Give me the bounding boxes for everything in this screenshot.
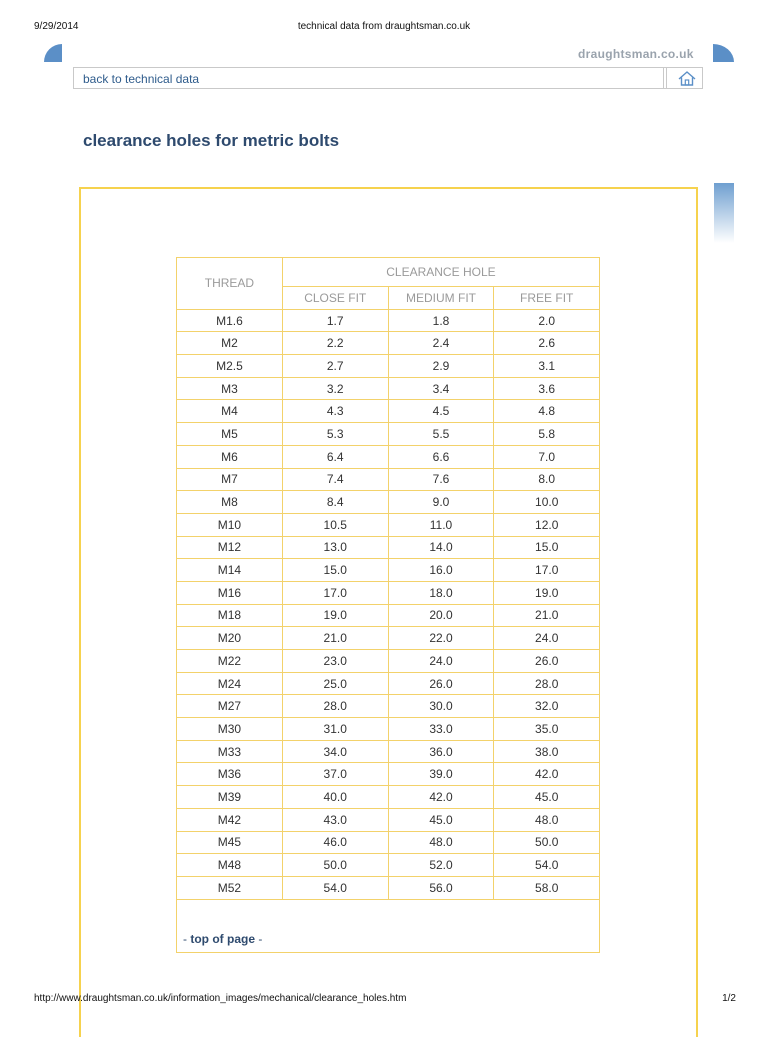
table-row — [177, 831, 600, 854]
thread-cell: M36 — [177, 763, 283, 786]
clearance-cell: 10.5 — [282, 513, 388, 536]
clearance-cell: 50.0 — [282, 854, 388, 877]
clearance-cell: 28.0 — [282, 695, 388, 718]
table-row — [177, 536, 600, 559]
clearance-cell: 2.7 — [282, 355, 388, 378]
thread-cell: M1.6 — [177, 309, 283, 332]
print-title: technical data from draughtsman.co.uk — [297, 21, 471, 32]
clearance-cell: 7.0 — [494, 445, 600, 468]
thread-cell: M10 — [177, 513, 283, 536]
clearance-cell: 5.3 — [282, 423, 388, 446]
clearance-cell: 8.0 — [494, 468, 600, 491]
corner-right-decoration — [713, 44, 734, 62]
thread-cell: M18 — [177, 604, 283, 627]
clearance-cell: 1.7 — [282, 309, 388, 332]
clearance-cell: 30.0 — [388, 695, 494, 718]
clearance-hole-header: CLEARANCE HOLE — [282, 258, 599, 287]
table-row — [177, 581, 600, 604]
nav-divider — [663, 68, 664, 88]
clearance-cell: 21.0 — [494, 604, 600, 627]
table-row — [177, 445, 600, 468]
table-row — [177, 468, 600, 491]
clearance-cell: 4.5 — [388, 400, 494, 423]
thread-cell: M27 — [177, 695, 283, 718]
table-row — [177, 763, 600, 786]
clearance-cell: 33.0 — [388, 718, 494, 741]
print-page-number: 1/2 — [722, 993, 736, 1004]
thread-cell: M14 — [177, 559, 283, 582]
print-date: 9/29/2014 — [34, 21, 79, 32]
thread-cell: M8 — [177, 491, 283, 514]
clearance-cell: 28.0 — [494, 672, 600, 695]
clearance-cell: 26.0 — [494, 650, 600, 673]
clearance-cell: 12.0 — [494, 513, 600, 536]
clearance-cell: 3.4 — [388, 377, 494, 400]
clearance-cell: 6.4 — [282, 445, 388, 468]
clearance-cell: 11.0 — [388, 513, 494, 536]
brand-logo: draughtsman.co.uk — [578, 47, 694, 61]
clearance-cell: 43.0 — [282, 808, 388, 831]
thread-cell: M4 — [177, 400, 283, 423]
clearance-cell: 34.0 — [282, 740, 388, 763]
thread-cell: M5 — [177, 423, 283, 446]
clearance-cell: 37.0 — [282, 763, 388, 786]
thread-cell: M6 — [177, 445, 283, 468]
table-footer-cell — [177, 899, 600, 952]
corner-left-decoration — [44, 44, 62, 62]
clearance-cell: 24.0 — [494, 627, 600, 650]
clearance-cell: 19.0 — [494, 581, 600, 604]
table-body — [177, 309, 600, 899]
thread-cell: M39 — [177, 786, 283, 809]
thread-cell: M7 — [177, 468, 283, 491]
table-row — [177, 332, 600, 355]
clearance-cell: 2.0 — [494, 309, 600, 332]
clearance-cell: 6.6 — [388, 445, 494, 468]
nav-divider-2 — [666, 68, 667, 88]
clearance-cell: 42.0 — [388, 786, 494, 809]
clearance-cell: 14.0 — [388, 536, 494, 559]
clearance-cell: 31.0 — [282, 718, 388, 741]
clearance-cell: 23.0 — [282, 650, 388, 673]
clearance-cell: 9.0 — [388, 491, 494, 514]
table-row — [177, 876, 600, 899]
clearance-cell: 4.8 — [494, 400, 600, 423]
clearance-cell: 40.0 — [282, 786, 388, 809]
clearance-cell: 1.8 — [388, 309, 494, 332]
clearance-cell: 10.0 — [494, 491, 600, 514]
thread-cell: M3 — [177, 377, 283, 400]
table-row — [177, 786, 600, 809]
clearance-cell: 20.0 — [388, 604, 494, 627]
clearance-cell: 24.0 — [388, 650, 494, 673]
clearance-cell: 48.0 — [494, 808, 600, 831]
clearance-cell: 52.0 — [388, 854, 494, 877]
clearance-cell: 54.0 — [282, 876, 388, 899]
thread-cell: M2 — [177, 332, 283, 355]
thread-header: THREAD — [177, 258, 283, 310]
clearance-cell: 48.0 — [388, 831, 494, 854]
clearance-cell: 46.0 — [282, 831, 388, 854]
top-of-page-link[interactable]: - top of page - — [183, 931, 263, 946]
clearance-cell: 19.0 — [282, 604, 388, 627]
thread-cell: M45 — [177, 831, 283, 854]
thread-cell: M52 — [177, 876, 283, 899]
clearance-cell: 32.0 — [494, 695, 600, 718]
table-row — [177, 718, 600, 741]
table-row — [177, 808, 600, 831]
home-icon[interactable] — [678, 71, 696, 86]
thread-cell: M12 — [177, 536, 283, 559]
table-row — [177, 513, 600, 536]
clearance-cell: 7.6 — [388, 468, 494, 491]
clearance-cell: 26.0 — [388, 672, 494, 695]
clearance-cell: 13.0 — [282, 536, 388, 559]
table-row — [177, 604, 600, 627]
clearance-cell: 16.0 — [388, 559, 494, 582]
clearance-cell: 15.0 — [494, 536, 600, 559]
table-row — [177, 650, 600, 673]
clearance-cell: 50.0 — [494, 831, 600, 854]
table-row — [177, 309, 600, 332]
clearance-holes-table — [176, 257, 600, 953]
clearance-cell: 2.4 — [388, 332, 494, 355]
table-row — [177, 627, 600, 650]
close-fit-header: CLOSE FIT — [282, 287, 388, 310]
back-to-technical-data-link[interactable]: back to technical data — [83, 72, 200, 86]
nav-bar — [73, 67, 703, 89]
clearance-cell: 7.4 — [282, 468, 388, 491]
free-fit-header: FREE FIT — [494, 287, 600, 310]
clearance-cell: 3.2 — [282, 377, 388, 400]
medium-fit-header: MEDIUM FIT — [388, 287, 494, 310]
thread-cell: M33 — [177, 740, 283, 763]
clearance-cell: 21.0 — [282, 627, 388, 650]
table-row — [177, 423, 600, 446]
clearance-cell: 8.4 — [282, 491, 388, 514]
table-row — [177, 854, 600, 877]
clearance-cell: 2.6 — [494, 332, 600, 355]
clearance-cell: 38.0 — [494, 740, 600, 763]
thread-cell: M20 — [177, 627, 283, 650]
table-row — [177, 740, 600, 763]
thread-cell: M22 — [177, 650, 283, 673]
thread-cell: M2.5 — [177, 355, 283, 378]
clearance-cell: 5.8 — [494, 423, 600, 446]
thread-cell: M24 — [177, 672, 283, 695]
clearance-cell: 25.0 — [282, 672, 388, 695]
thread-cell: M48 — [177, 854, 283, 877]
clearance-cell: 15.0 — [282, 559, 388, 582]
clearance-cell: 39.0 — [388, 763, 494, 786]
clearance-cell: 3.1 — [494, 355, 600, 378]
clearance-cell: 18.0 — [388, 581, 494, 604]
table-row — [177, 400, 600, 423]
table-row — [177, 355, 600, 378]
clearance-cell: 58.0 — [494, 876, 600, 899]
clearance-cell: 35.0 — [494, 718, 600, 741]
clearance-cell: 2.9 — [388, 355, 494, 378]
table-row — [177, 695, 600, 718]
clearance-cell: 4.3 — [282, 400, 388, 423]
print-url: http://www.draughtsman.co.uk/information_images/mechanical/clearance_holes.htm — [34, 993, 407, 1004]
clearance-cell: 36.0 — [388, 740, 494, 763]
side-scroll-indicator — [714, 183, 734, 243]
table-row — [177, 491, 600, 514]
clearance-cell: 17.0 — [282, 581, 388, 604]
table-row — [177, 672, 600, 695]
clearance-cell: 2.2 — [282, 332, 388, 355]
clearance-cell: 45.0 — [388, 808, 494, 831]
thread-cell: M16 — [177, 581, 283, 604]
page-title: clearance holes for metric bolts — [83, 131, 340, 150]
thread-cell: M42 — [177, 808, 283, 831]
clearance-cell: 45.0 — [494, 786, 600, 809]
clearance-cell: 42.0 — [494, 763, 600, 786]
clearance-cell: 17.0 — [494, 559, 600, 582]
thread-cell: M30 — [177, 718, 283, 741]
table-row — [177, 377, 600, 400]
clearance-cell: 3.6 — [494, 377, 600, 400]
clearance-cell: 22.0 — [388, 627, 494, 650]
clearance-cell: 5.5 — [388, 423, 494, 446]
clearance-cell: 54.0 — [494, 854, 600, 877]
clearance-cell: 56.0 — [388, 876, 494, 899]
table-row — [177, 559, 600, 582]
